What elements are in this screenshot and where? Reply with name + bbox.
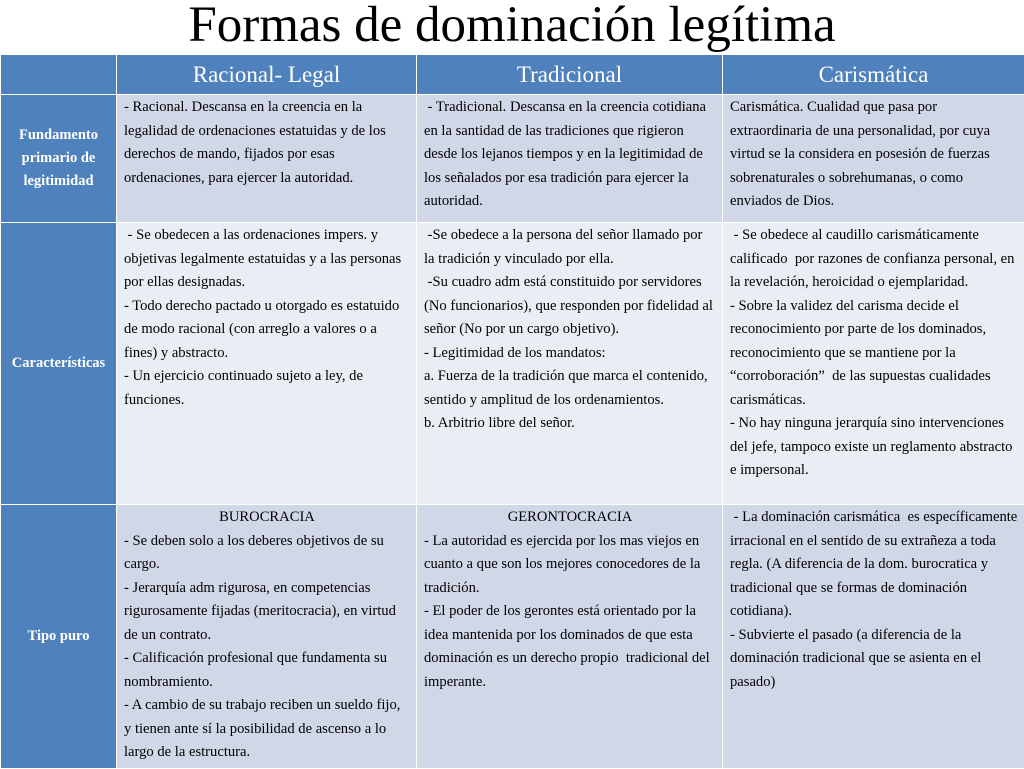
cell-line: Carismática. Cualidad que pasa por extraordinaria de una personalidad, por cuya virtud se la considera en posesión de fuerzas sobrenaturales o sobrehumanas, o como enviados de Dios. bbox=[730, 96, 1018, 214]
cell-line: - Un ejercicio continuado sujeto a ley, de funciones. bbox=[124, 365, 410, 412]
table-row-caracteristicas bbox=[1, 223, 1024, 505]
comparison-table bbox=[0, 54, 1024, 769]
cell-fundamento-racional bbox=[117, 95, 417, 223]
cell-line: - Racional. Descansa en la creencia en la legalidad de ordenaciones estatuidas y de los derechos de mando, fijados por esas ordenaciones, para ejercer la autoridad. bbox=[124, 96, 410, 190]
cell-line: - El poder de los gerontes está orientado por la idea mantenida por los dominados de que esta dominación es un derecho propio tradicional del imperante. bbox=[424, 600, 716, 694]
slide-title: Formas de dominación legítima bbox=[0, 0, 1024, 54]
header-corner bbox=[1, 55, 117, 95]
cell-line: - A cambio de su trabajo reciben un sueldo fijo, y tienen ante sí la posibilidad de ascenso a lo largo de la estructura. bbox=[124, 694, 410, 765]
cell-line: a. Fuerza de la tradición que marca el contenido, sentido y amplitud de los ordenamientos. bbox=[424, 365, 716, 412]
cell-line: - Calificación profesional que fundamenta su nombramiento. bbox=[124, 647, 410, 694]
column-header-carismatica: Carismática bbox=[723, 55, 1024, 95]
cell-subheading: GERONTOCRACIA bbox=[424, 506, 716, 530]
cell-caracteristicas-carismatica bbox=[723, 223, 1024, 505]
table-row-fundamento bbox=[1, 95, 1024, 223]
row-header-tipo-puro: Tipo puro bbox=[1, 505, 117, 769]
cell-tipo-puro-racional bbox=[117, 505, 417, 769]
cell-line: - Todo derecho pactado u otorgado es estatuido de modo racional (con arreglo a valores o a fines) y abstracto. bbox=[124, 295, 410, 366]
cell-caracteristicas-tradicional bbox=[417, 223, 723, 505]
cell-line: - La dominación carismática es específicamente irracional en el sentido de su extrañeza a toda regla. (A diferencia de la dom. burocratica y tradicional que se formas de dominación cotidiana). bbox=[730, 506, 1018, 624]
cell-line: - No hay ninguna jerarquía sino intervenciones del jefe, tampoco existe un reglamento abstracto e impersonal. bbox=[730, 412, 1018, 483]
cell-line: - Jerarquía adm rigurosa, en competencias rigurosamente fijadas (meritocracia), en virtud de un contrato. bbox=[124, 577, 410, 648]
row-header-fundamento: Fundamento primario de legitimidad bbox=[1, 95, 117, 223]
header-row bbox=[1, 55, 1024, 95]
cell-line: - Se obedece al caudillo carismáticamente calificado por razones de confianza personal, en la revelación, heroicidad o ejemplaridad. bbox=[730, 224, 1018, 295]
row-header-caracteristicas: Características bbox=[1, 223, 117, 505]
cell-line: - Sobre la validez del carisma decide el reconocimiento por parte de los dominados, reconocimiento que se mantiene por la “corroboración” de las supuestas cualidades carismáticas. bbox=[730, 295, 1018, 413]
cell-tipo-puro-carismatica bbox=[723, 505, 1024, 769]
column-header-racional-legal: Racional- Legal bbox=[117, 55, 417, 95]
table-row-tipo-puro bbox=[1, 505, 1024, 769]
column-header-tradicional: Tradicional bbox=[417, 55, 723, 95]
cell-line: - La autoridad es ejercida por los mas viejos en cuanto a que son los mejores conocedores de la tradición. bbox=[424, 530, 716, 601]
cell-line: - Legitimidad de los mandatos: bbox=[424, 342, 716, 366]
cell-line: - Se obedecen a las ordenaciones impers. y objetivas legalmente estatuidas y a las personas por ellas designadas. bbox=[124, 224, 410, 295]
cell-subheading: BUROCRACIA bbox=[124, 506, 410, 530]
cell-fundamento-carismatica bbox=[723, 95, 1024, 223]
cell-line: - Subvierte el pasado (a diferencia de la dominación tradicional que se asienta en el pasado) bbox=[730, 624, 1018, 695]
cell-line: - Se deben solo a los deberes objetivos de su cargo. bbox=[124, 530, 410, 577]
cell-caracteristicas-racional bbox=[117, 223, 417, 505]
cell-line: -Su cuadro adm está constituido por servidores (No funcionarios), que responden por fidelidad al señor (No por un cargo objetivo). bbox=[424, 271, 716, 342]
cell-line: b. Arbitrio libre del señor. bbox=[424, 412, 716, 436]
cell-line: -Se obedece a la persona del señor llamado por la tradición y vinculado por ella. bbox=[424, 224, 716, 271]
cell-fundamento-tradicional bbox=[417, 95, 723, 223]
cell-line: - Tradicional. Descansa en la creencia cotidiana en la santidad de las tradiciones que rigieron desde los lejanos tiempos y en la legitimidad de los señalados por esa tradición para ejercer la autoridad. bbox=[424, 96, 716, 214]
cell-tipo-puro-tradicional bbox=[417, 505, 723, 769]
